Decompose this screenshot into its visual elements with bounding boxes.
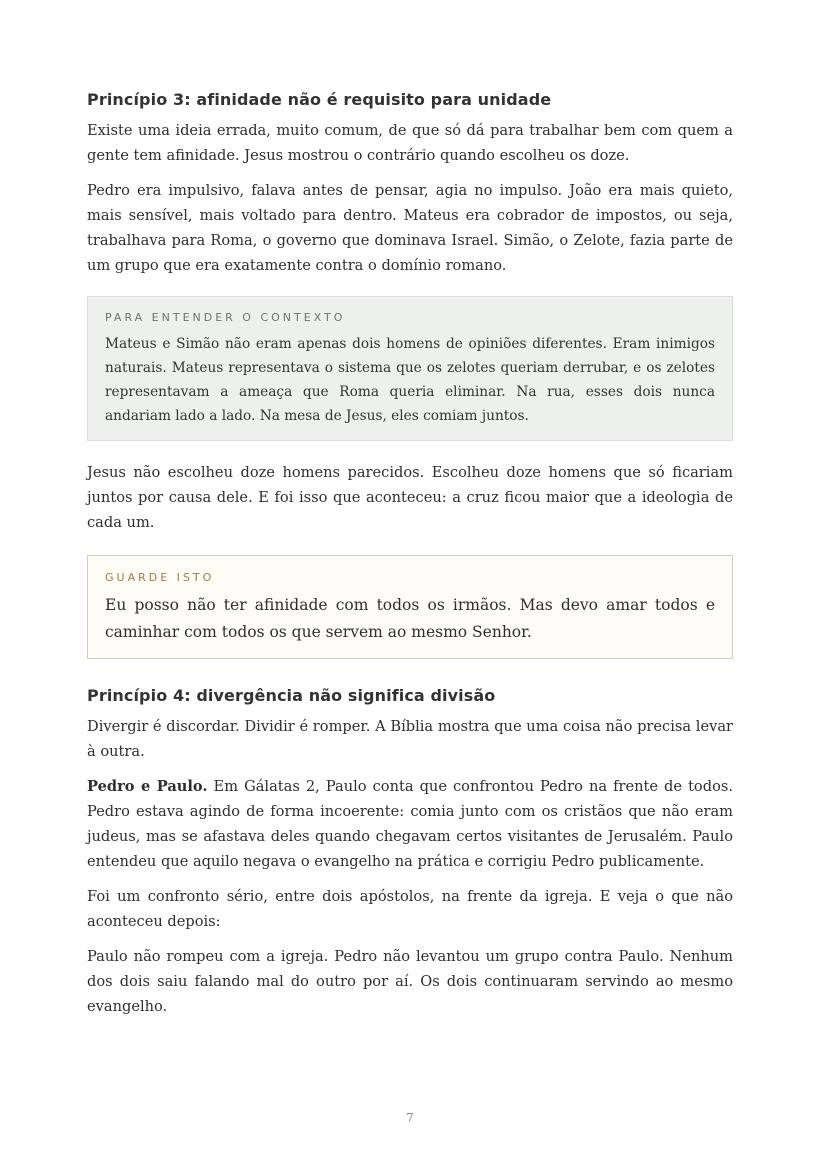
context-callout	[87, 296, 733, 441]
paragraph: Paulo não rompeu com a igreja. Pedro não levantou um grupo contra Paulo. Nenhum dos dois saiu falando mal do outro por aí. Os dois continuaram servindo ao mesmo evangelho.	[87, 948, 733, 1015]
section-heading-principle-4: Princípio 4: divergência não significa divisão	[87, 686, 496, 705]
keep-callout-label: GUARDE ISTO	[105, 571, 215, 584]
lead-rest: Em Gálatas 2, Paulo conta que confrontou Pedro na frente de todos. Pedro estava agindo de forma incoerente: comia junto com os cristãos que não eram judeus, mas se afastava deles quando chegavam certos visitantes de Jerusalém. Paulo entendeu que aquilo negava o evangelho na prática e corrigiu Pedro publicamente.	[87, 778, 733, 870]
keep-callout	[87, 555, 733, 659]
context-callout-label: PARA ENTENDER O CONTEXTO	[105, 311, 346, 324]
paragraph: Pedro era impulsivo, falava antes de pensar, agia no impulso. João era mais quieto, mais sensível, mais voltado para dentro. Mateus era cobrador de impostos, ou seja, trabalhava para Roma, o governo que dominava Israel. Simão, o Zelote, fazia parte de um grupo que era exatamente contra o domínio romano.	[87, 182, 733, 274]
page-content	[87, 89, 733, 1029]
paragraph: Jesus não escolheu doze homens parecidos. Escolheu doze homens que só ficariam juntos por causa dele. E foi isso que aconteceu: a cruz ficou maior que a ideologia de cada um.	[87, 464, 733, 531]
keep-callout-text: Eu posso não ter afinidade com todos os irmãos. Mas devo amar todos e caminhar com todos os que servem ao mesmo Senhor.	[105, 596, 715, 641]
paragraph: Existe uma ideia errada, muito comum, de que só dá para trabalhar bem com quem a gente tem afinidade. Jesus mostrou o contrário quando escolheu os doze.	[87, 122, 733, 164]
paragraph: Divergir é discordar. Dividir é romper. A Bíblia mostra que uma coisa não precisa levar à outra.	[87, 718, 733, 760]
context-callout-text: Mateus e Simão não eram apenas dois homens de opiniões diferentes. Eram inimigos naturais. Mateus representava o sistema que os zelotes queriam derrubar, e os zelotes representavam a ameaça que Roma queria eliminar. Na rua, esses dois nunca andariam lado a lado. Na mesa de Jesus, eles comiam juntos.	[105, 336, 715, 424]
paragraph-pedro-paulo	[87, 774, 733, 874]
section-heading-principle-3: Princípio 3: afinidade não é requisito para unidade	[87, 90, 552, 109]
lead-bold: Pedro e Paulo.	[87, 778, 208, 795]
page-number: 7	[406, 1111, 414, 1125]
paragraph: Foi um confronto sério, entre dois apóstolos, na frente da igreja. E veja o que não aconteceu depois:	[87, 888, 733, 930]
